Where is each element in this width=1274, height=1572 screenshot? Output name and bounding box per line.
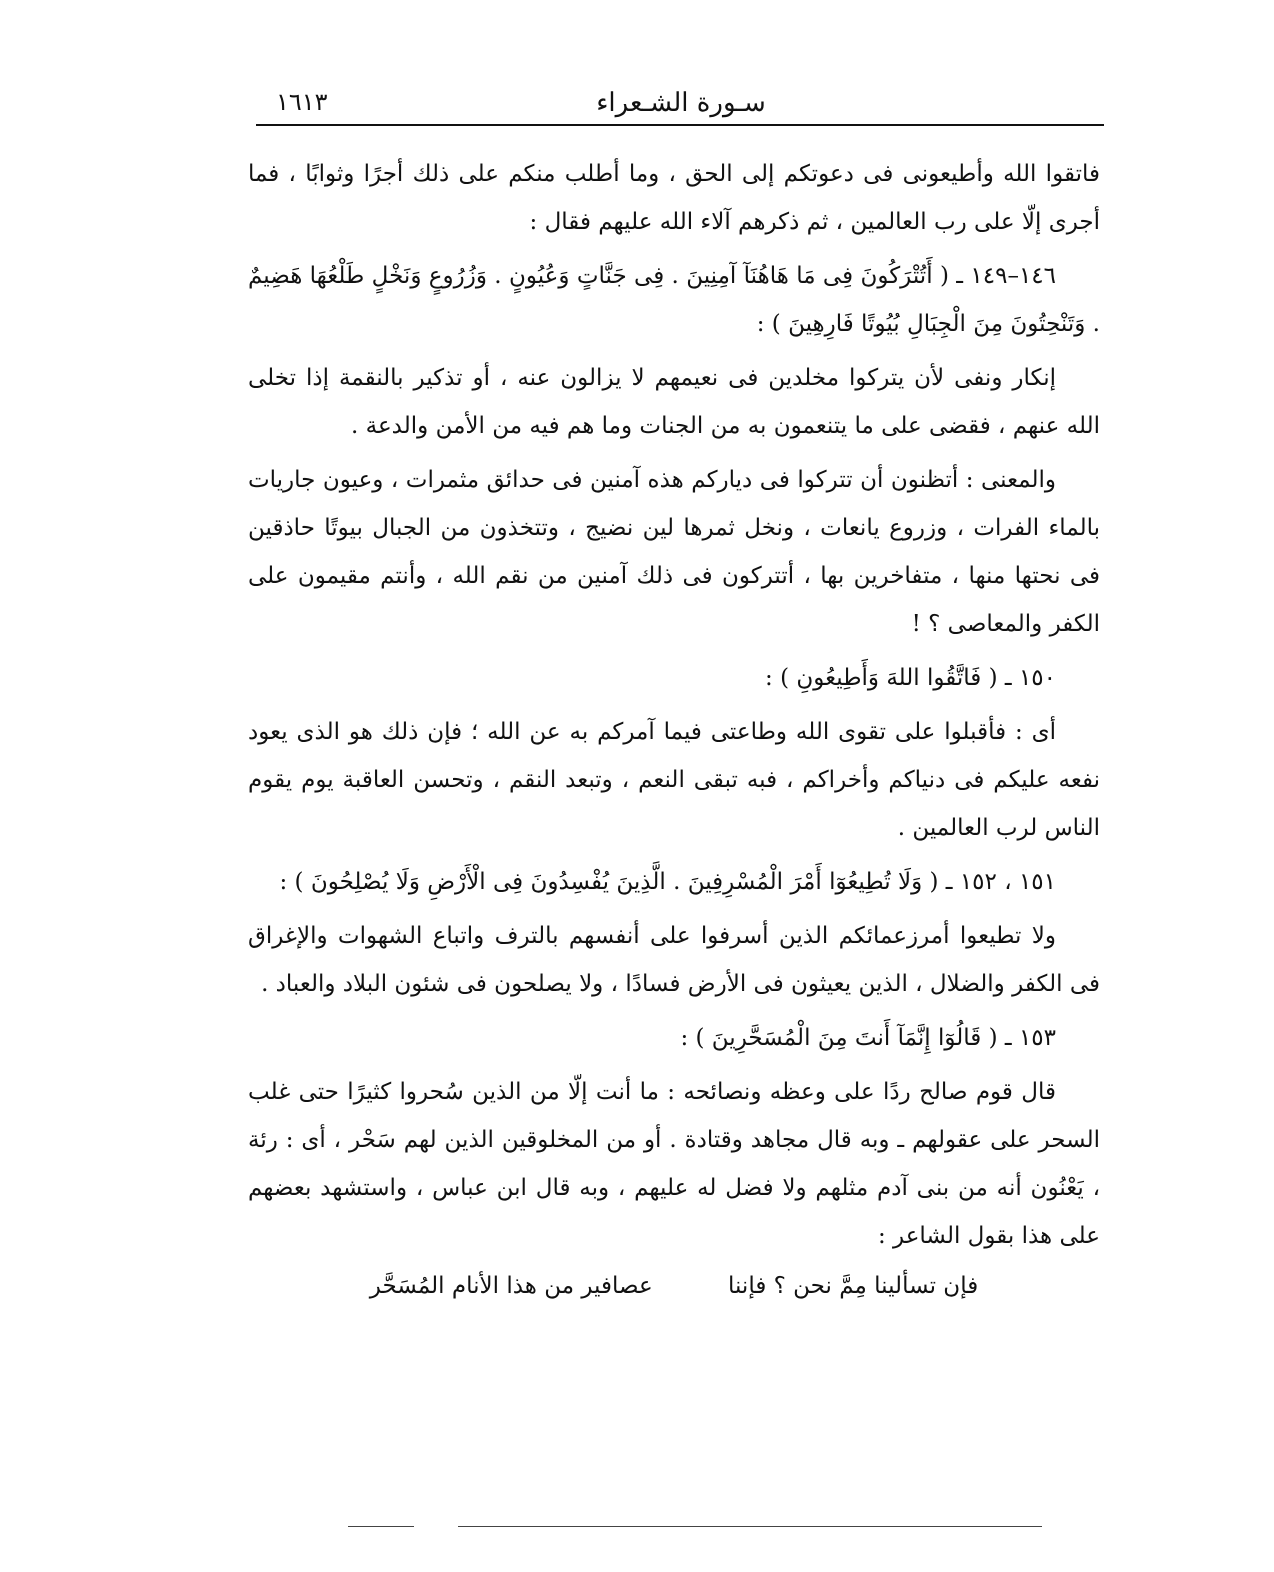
verse-146-149: ١٤٦–١٤٩ ـ ( أَتُتْرَكُونَ فِى مَا هَاهُنَآ آمِنِينَ . فِى جَنَّاتٍ وَعُيُونٍ . وَزُرُوعٍ وَنَخْلٍ طَلْعُهَا هَضِيمٌ . وَتَنْحِتُونَ مِنَ الْجِبَالِ بُيُوتًا فَارِهِينَ ) : (248, 263, 1100, 337)
paragraph-tafsir-151: ولا تطيعوا أمرزعمائكم الذين أسرفوا على أنفسهم بالترف واتباع الشهوات والإغراق فى الكفر والضلال ، الذين يعيثون فى الأرض فسادًا ، ولا يصلحون فى شئون البلاد والعباد . (248, 923, 1100, 997)
footnote-rule-short (348, 1526, 414, 1527)
poetry-second-hemistich: عصافير من هذا الأنام المُسَحَّر (369, 1273, 653, 1299)
verse-150: ١٥٠ ـ ( فَاتَّقُوا اللهَ وَأَطِيعُونِ ) : (765, 665, 1056, 691)
paragraph-tafsir-153: قال قوم صالح ردًا على وعظه ونصائحه : ما أنت إلّا من الذين سُحروا كثيرًا حتى غلب السحر على عقولهم ـ وبه قال مجاهد وقتادة . أو من المخلوقين الذين لهم سَحْر ، أى : رئة ، يَعْنُون أنه من بنى آدم مثلهم ولا فضل له عليهم ، وبه قال ابن عباس ، واستشهد بعضهم على هذا بقول الشاعر : (248, 1079, 1100, 1249)
paragraph-meaning: والمعنى : أتظنون أن تتركوا فى دياركم هذه آمنين فى حدائق مثمرات ، وعيون جاريات بالماء الفرات ، وزروع يانعات ، ونخل ثمرها لين نضيج ، وتتخذون من الجبال بيوتًا حاذقين فى نحتها منها ، متفاخرين بها ، أتتركون فى ذلك آمنين من نقم الله ، وأنتم مقيمون على الكفر والمعاصى ؟ ! (248, 467, 1100, 637)
footnote-divider (0, 1526, 1274, 1532)
page-number: ١٦١٣ (276, 88, 328, 116)
page-header (258, 88, 1104, 124)
poetry-first-hemistich: فإن تسألينا مِمَّ نحن ؟ فإننا (727, 1273, 979, 1299)
page-body (248, 150, 1100, 1310)
paragraph-tafsir-150: أى : فأقبلوا على تقوى الله وطاعتى فيما آمركم به عن الله ؛ فإن ذلك هو الذى يعود نفعه عليكم فى دنياكم وأخراكم ، فبه تبقى النعم ، وتبعد النقم ، وتحسن العاقبة يوم يقوم الناس لرب العالمين . (248, 719, 1100, 841)
paragraph-tafsir-1: إنكار ونفى لأن يتركوا مخلدين فى نعيمهم لا يزالون عنه ، أو تذكير بالنقمة إذا تخلى الله عنهم ، فقضى على ما يتنعمون به من الجنات وما هم فيه من الأمن والدعة . (248, 365, 1100, 439)
poetry-verse (248, 1262, 1100, 1310)
verse-153: ١٥٣ ـ ( قَالُوٓا إِنَّمَآ أَنتَ مِنَ الْمُسَحَّرِينَ ) : (680, 1025, 1056, 1051)
footnote-rule-long (458, 1526, 1042, 1527)
header-divider (256, 124, 1104, 126)
surah-title: سـورة الشـعراء (596, 88, 766, 118)
verse-151-152: ١٥١ ، ١٥٢ ـ ( وَلَا تُطِيعُوٓا أَمْرَ الْمُسْرِفِينَ . الَّذِينَ يُفْسِدُونَ فِى الْأَرْضِ وَلَا يُصْلِحُونَ ) : (279, 869, 1056, 895)
paragraph-1: فاتقوا الله وأطيعونى فى دعوتكم إلى الحق ، وما أطلب منكم على ذلك أجرًا وثوابًا ، فما أجرى إلّا على رب العالمين ، ثم ذكرهم آلاء الله عليهم فقال : (248, 161, 1100, 235)
